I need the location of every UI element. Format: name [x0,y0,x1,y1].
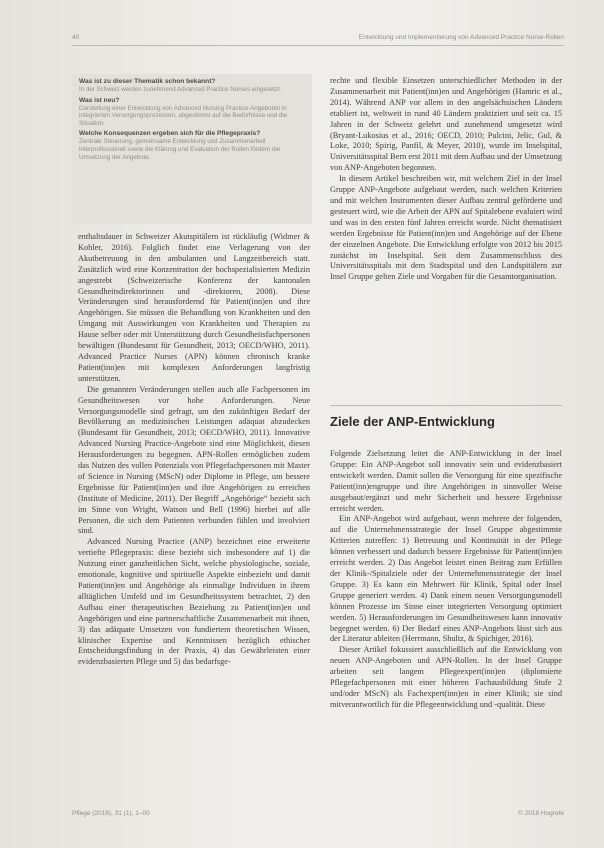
copyright-notice: © 2018 Hogrefe [518,810,564,817]
paragraph: Die genannten Veränderungen stellen auch alle Fachpersonen im Gesundheitswesen vor hohe Anforderungen. Neue Versorgungsmodelle sind gefragt, um den zukünftigen Bedarf der Bevölkerung an medizinischen Leistungen adäquat abzudecken (Bundesamt für Gesundheit, 2013; OECD/WHO, 2011). Innovative Advanced Nursing Practice-Angebote sind eine Möglichkeit, diesen Herausforderungen zu begegnen. APN-Rollen ermöglichen zudem das Nutzen des vollen Potenzials von Pflegefachpersonen mit Master of Science in Nursing (MScN) oder Diplome in Pflege, um bessere Ergebnisse für Patient(inn)en und ihre Angehörigen zu erreichen (Institute of Medicine, 2011). Der Begriff „Angehörige“ bezieht sich im Sinne von Wright, Watson und Bell (1996) hierbei auf alle Personen, die sich dem Patienten verbunden fühlen und involviert sind. [78,384,310,536]
page-header [72,33,564,46]
right-column-top-text [330,76,562,283]
paragraph: Ein ANP-Angebot wird aufgebaut, wenn mehrere der folgenden, auf die Unternehmensstrategie der Insel Gruppe abgestimmte Kriterien zutreffen: 1) Betreuung und Kontinuität in der Pflege können verbessert und dadurch bessere Ergebnisse für Patient(inn)en erreicht werden. 2) Das Angebot leistet einen Beitrag zum Erfüllen der Klinik-/Spitalziele oder der Unternehmensstrategie der Insel Gruppe. 3) Es kann ein Mehrwert für Klinik, Spital oder Insel Gruppe generiert werden. 4) Dank einem neuen Versorgungsmodell können Prozesse im Sinne einer integrierten Versorgung optimiert werden. 5) Herausforderungen im Gesundheitswesen kann innovativ begegnet werden. 6) Der Bedarf eines ANP-Angebots lässt sich aus der Literatur ableiten (Herrmann, Shultz, & Spichiger, 2016). [330,514,562,644]
infobox-question-3: Welche Konsequenzen ergeben sich für die Pflegepraxis? [79,130,261,138]
page-number: 40 [72,34,80,41]
paragraph: In diesem Artikel beschreiben wir, mit welchem Ziel in der Insel Gruppe ANP-Angebote aufgebaut werden, nach welchen Kriterien und mit welchen Instrumenten dieser Aufbau zentral geförderte und gesteuert wird, wie die Arbeit der APN auf Spitalebene evaluiert wird und was in den ersten fünf Jahren erreicht wurde. Nicht thematisiert werden Ergebnisse für Patient(inn)en und Angehörige auf der Ebene der einzelnen Angebote. Die Entwicklung erfolgte von 2012 bis 2015 zunächst im Inselspital. Seit dem Zusammenschluss des Universitätsspitals mit dem Stadtspital und den Landspitälern zur Insel Gruppe gelten Ziele und Vorgaben für die Gesamtorganisation. [330,174,562,282]
journal-citation: Pflege (2018), 31 (1), 1–00 [72,810,150,817]
running-title: Entwicklung und Implementierung von Advanced Practice Nurse-Rollen [358,34,564,41]
infobox-answer-2: Darstellung einer Entwicklung von Advanced Nursing Practice-Angeboten in integrierten Versorgungsprozessen, abgestimmt auf die Bedürfnisse und die Situation. [79,104,288,127]
right-column-bottom-text [330,449,562,711]
infobox-question-1: Was ist zu dieser Thematik schon bekannt? [79,78,216,85]
paragraph: Advanced Nursing Practice (ANP) bezeichnet eine erweiterte vertiefte Pflegepraxis: diese bezieht sich insbesondere auf 1) die Nutzung einer ganzheitlichen Sicht, welche physiologische, soziale, emotionale, kognitive und spirituelle Aspekte einbezieht und damit Patient(inn)en und Angehörige als einmalige Individuen in ihrem alltäglichen Umfeld und im Gesundheitssystem betrachtet, 2) den Aufbau einer therapeutischen Beziehung zu Patient(inn)en und Angehörigen und eine partnerschaftliche Zusammenarbeit mit ihnen, 3) das adäquate Umsetzen von fundiertem theoretischen Wissen, klinischer Expertise und Kenntnissen bezüglich ethischer Entscheidungsfindung in der Praxis, 4) das Gewährleisten einer evidenzbasierten Pflege und 5) das bedarfsge- [78,537,310,667]
paragraph: enthaltsdauer in Schweizer Akutspitälern ist rückläufig (Widmer & Kohler, 2016). Folglich findet eine Verlagerung von der Akutbetreuung in den ambulanten und Langzeitbereich statt. Zusätzlich wird eine Konzentration der hochspezialisierten Medizin angestrebt (Schweizerische Konferenz der kantonalen Gesundheitsdirektorinnen und -direktoren, 2008). Diese Veränderungen sind herausfordernd für Patient(inn)en und ihre Angehörigen. Sie müssen die Behandlung von Krankheiten und den Umgang mit Auswirkungen von Krankheiten und Therapien zu Hause selber oder mit Unterstützung durch Gesundheitsfachpersonen bewältigen (Bundesamt für Gesundheit, 2013; OECD/WHO, 2011). Advanced Practice Nurses (APN) können chronisch kranke Patient(inn)en mit komplexen Anforderungen langfristig unterstützen. [78,232,310,383]
infobox-answer-3: Zentrale Steuerung, gemeinsame Entwicklung und Zusammenarbeit interprofessionell sowie die Klärung und Evaluation der Rollen fördern die Umsetzung der Angebote. [79,138,281,161]
paragraph: Dieser Artikel fokussiert ausschließlich auf die Entwicklung von neuen ANP-Angeboten und APN-Rollen. In der Insel Gruppe arbeiten seit langem Pflegeexpert(inn)en (diplomierte Pflegefachpersonen mit einer höheren Fachausbildung Stufe 2 und/oder MScN) als Fachexpert(inn)en in einer Klinik; sie sind mitverantwortlich für die Pflegeentwicklung und -qualität. Diese [330,645,562,709]
infobox-question-2: Was ist neu? [79,96,120,104]
section-heading: Ziele der ANP-Entwicklung [330,405,562,429]
infobox-answer-1: In der Schweiz werden zunehmend Advanced Practice Nurses eingesetzt. [79,86,282,93]
paragraph: Folgende Zielsetzung leitet die ANP-Entwicklung in der Insel Gruppe: Ein ANP-Angebot soll innovativ sein und evidenzbasiert entwickelt werden. Damit sollen die Versorgung für eine spezifische Patient(inn)engruppe und ihre Angehörigen in sinnvoller Weise ausgebaut/ergänzt und mehr Sicherheit und bessere Ergebnisse erreicht werden. [330,449,562,513]
key-points-box [72,74,312,224]
left-column-text [78,232,310,668]
paragraph: rechte und flexible Einsetzen unterschiedlicher Methoden in der Zusammenarbeit mit Patient(inn)en und Angehörigen (Hamric et al., 2014). Während ANP vor allem in den angelsächsischen Ländern etabliert ist, weltweit in rund 40 Ländern praktiziert und seit ca. 15 Jahren in der Schweiz gelehrt und zunehmend umgesetzt wird (Bryant-Lukosius et al., 2016; OECD, 2010; Pulcini, Jelic, Gul, & Loke, 2010; Spirig, Panfil, & Meyer, 2010), wurde im Inselspital, Universitätsspital Bern erst 2011 mit dem Aufbau und der Umsetzung von ANP-Angeboten begonnen. [330,76,562,173]
